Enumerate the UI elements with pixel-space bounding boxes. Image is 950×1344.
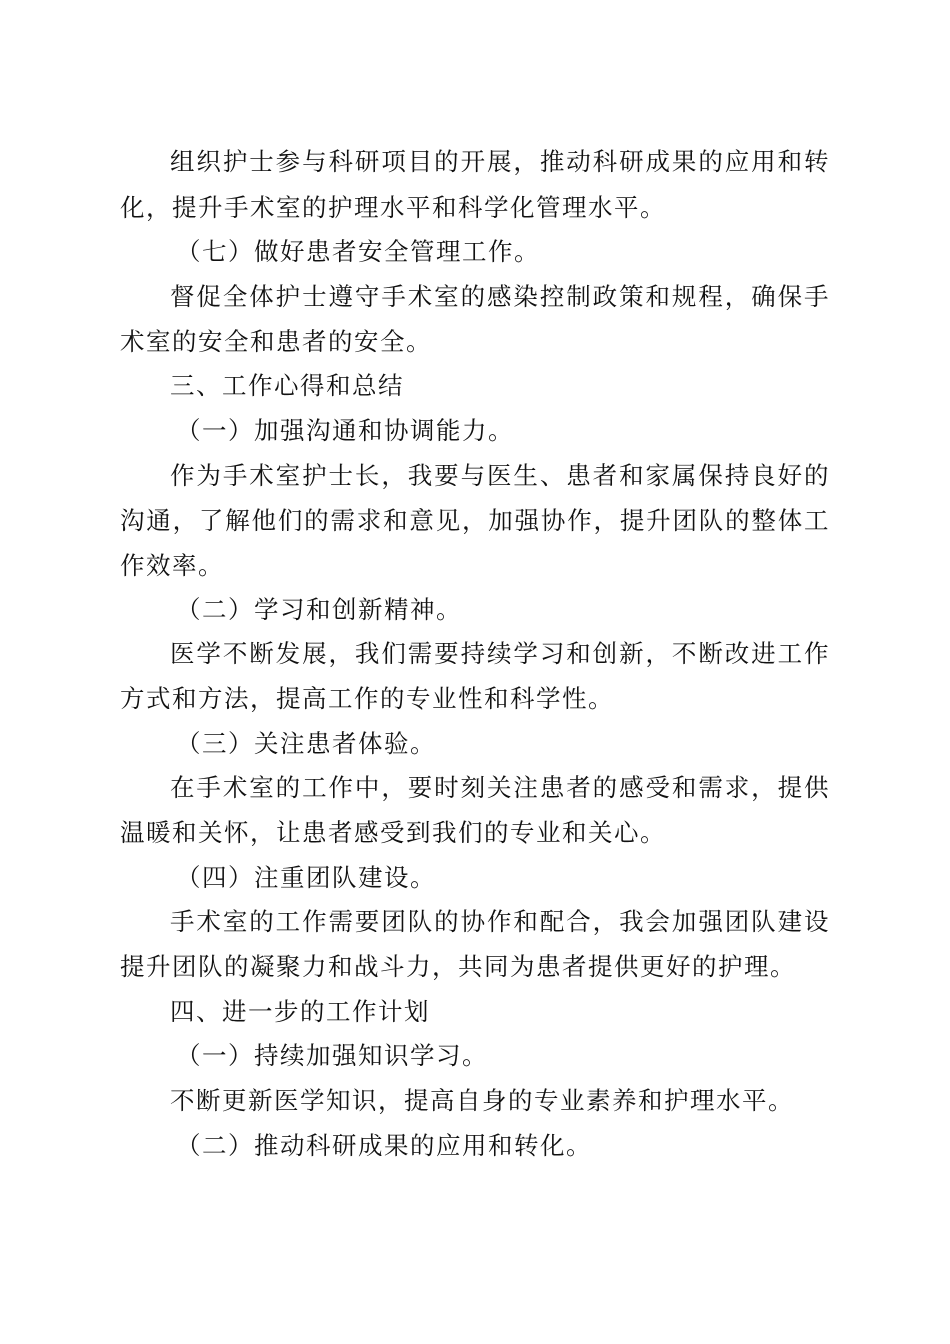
paragraph-line: 沟通，了解他们的需求和意见，加强协作，提升团队的整体工: [120, 506, 830, 535]
paragraph-line: 方式和方法，提高工作的专业性和科学性。: [120, 684, 614, 713]
paragraph-line: 不断更新医学知识，提高自身的专业素养和护理水平。: [170, 1086, 794, 1115]
item-heading: （三）关注患者体验。: [176, 729, 436, 758]
paragraph-line: 医学不断发展，我们需要持续学习和创新，不断改进工作: [170, 639, 830, 668]
item-heading: （四）注重团队建设。: [176, 863, 436, 892]
paragraph-line: 督促全体护士遵守手术室的感染控制政策和规程，确保手: [170, 282, 830, 311]
paragraph-line: 术室的安全和患者的安全。: [120, 327, 432, 356]
paragraph-line: 在手术室的工作中，要时刻关注患者的感受和需求，提供: [170, 773, 830, 802]
paragraph-line: 组织护士参与科研项目的开展，推动科研成果的应用和转: [170, 147, 830, 176]
section-heading: 四、进一步的工作计划: [170, 997, 430, 1026]
paragraph-line: 提升团队的凝聚力和战斗力，共同为患者提供更好的护理。: [120, 952, 796, 981]
paragraph-line: 手术室的工作需要团队的协作和配合，我会加强团队建设: [170, 907, 830, 936]
paragraph-line: 作效率。: [120, 551, 224, 580]
paragraph-line: 作为手术室护士长，我要与医生、患者和家属保持良好的: [170, 461, 830, 490]
item-heading: （七）做好患者安全管理工作。: [176, 237, 540, 266]
paragraph-line: 温暖和关怀，让患者感受到我们的专业和关心。: [120, 818, 666, 847]
item-heading: （二）推动科研成果的应用和转化。: [176, 1131, 592, 1160]
paragraph-line: 化，提升手术室的护理水平和科学化管理水平。: [120, 193, 666, 222]
section-heading: 三、工作心得和总结: [170, 371, 404, 400]
item-heading: （二）学习和创新精神。: [176, 595, 462, 624]
item-heading: （一）加强沟通和协调能力。: [176, 416, 514, 445]
item-heading: （一）持续加强知识学习。: [176, 1041, 488, 1070]
